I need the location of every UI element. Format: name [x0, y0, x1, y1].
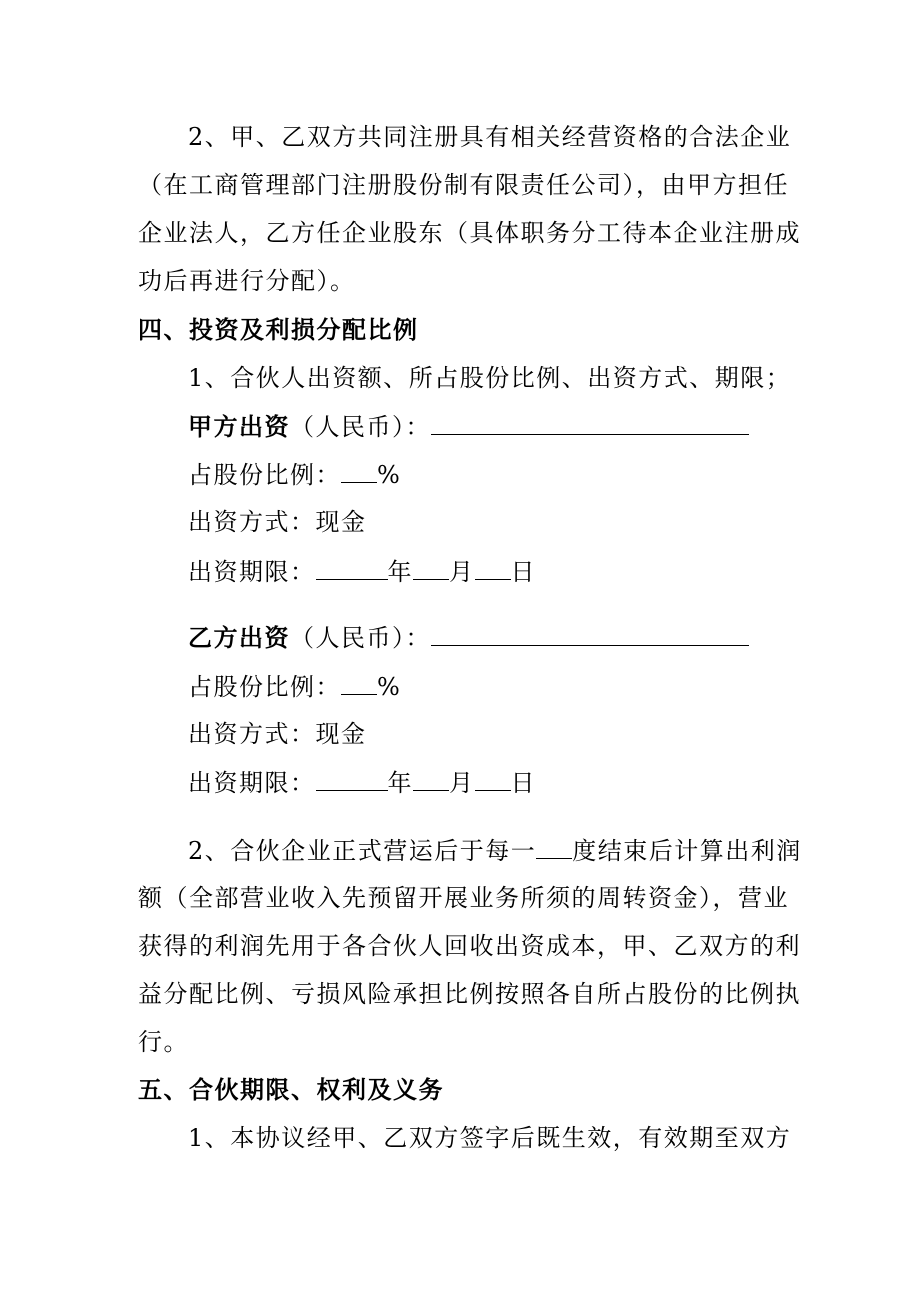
party-a-contribution	[188, 410, 749, 443]
amount-blank	[431, 621, 749, 646]
year-label: 年	[387, 769, 413, 797]
item2-suffix: 度结束后计算出利润	[572, 837, 802, 865]
share-label: 占股份比例：	[188, 461, 341, 489]
party-b-contribution	[188, 621, 749, 654]
paragraph-line: 行。	[138, 1028, 189, 1056]
paragraph-line: 2、甲、乙双方共同注册具有相关经营资格的合法企业	[188, 123, 792, 151]
item2-prefix: 2、合伙企业正式营运后于每一	[188, 837, 537, 865]
paragraph-line: （在工商管理部门注册股份制有限责任公司），由甲方担任	[138, 171, 789, 199]
party-a-term	[188, 555, 536, 588]
paragraph-line: 1、合伙人出资额、所占股份比例、出资方式、期限；	[188, 364, 792, 392]
party-a-title: 甲方出资	[188, 412, 290, 441]
term-label: 出资期限：	[188, 769, 316, 797]
party-b-share	[188, 670, 401, 703]
paragraph-line	[188, 834, 802, 867]
currency-label: （人民币）：	[290, 413, 431, 441]
share-label: 占股份比例：	[188, 673, 341, 701]
year-label: 年	[387, 558, 413, 586]
term-label: 出资期限：	[188, 558, 316, 586]
amount-blank	[431, 410, 749, 435]
section-heading: 四、投资及利损分配比例	[138, 315, 419, 344]
period-blank	[536, 834, 572, 859]
month-label: 月	[449, 769, 475, 797]
paragraph-line: 获得的利润先用于各合伙人回收出资成本，甲、乙双方的利	[138, 932, 801, 960]
party-a-share	[188, 458, 401, 491]
section-heading: 五、合伙期限、权利及义务	[138, 1075, 444, 1104]
percent-sign: %	[377, 461, 402, 489]
paragraph-line: 1、本协议经甲、乙双方签字后既生效，有效期至双方	[188, 1124, 792, 1152]
party-a-method: 出资方式：现金	[188, 508, 367, 536]
paragraph-line: 功后再进行分配）。	[138, 267, 356, 295]
party-b-title: 乙方出资	[188, 623, 290, 652]
paragraph-line: 额（全部营业收入先预留开展业务所须的周转资金），营业	[138, 884, 789, 912]
month-blank	[413, 766, 449, 791]
paragraph-line: 益分配比例、亏损风险承担比例按照各自所占股份的比例执	[138, 980, 801, 1008]
party-b-method: 出资方式：现金	[188, 720, 367, 748]
day-blank	[475, 766, 511, 791]
year-blank	[316, 766, 388, 791]
percent-sign: %	[377, 673, 402, 701]
paragraph-line: 企业法人，乙方任企业股东（具体职务分工待本企业注册成	[138, 219, 801, 247]
month-blank	[413, 555, 449, 580]
share-blank	[341, 458, 377, 483]
share-blank	[341, 670, 377, 695]
day-label: 日	[510, 769, 536, 797]
month-label: 月	[449, 558, 475, 586]
party-b-term	[188, 766, 536, 799]
day-blank	[475, 555, 511, 580]
currency-label: （人民币）：	[290, 624, 431, 652]
year-blank	[316, 555, 388, 580]
day-label: 日	[510, 558, 536, 586]
